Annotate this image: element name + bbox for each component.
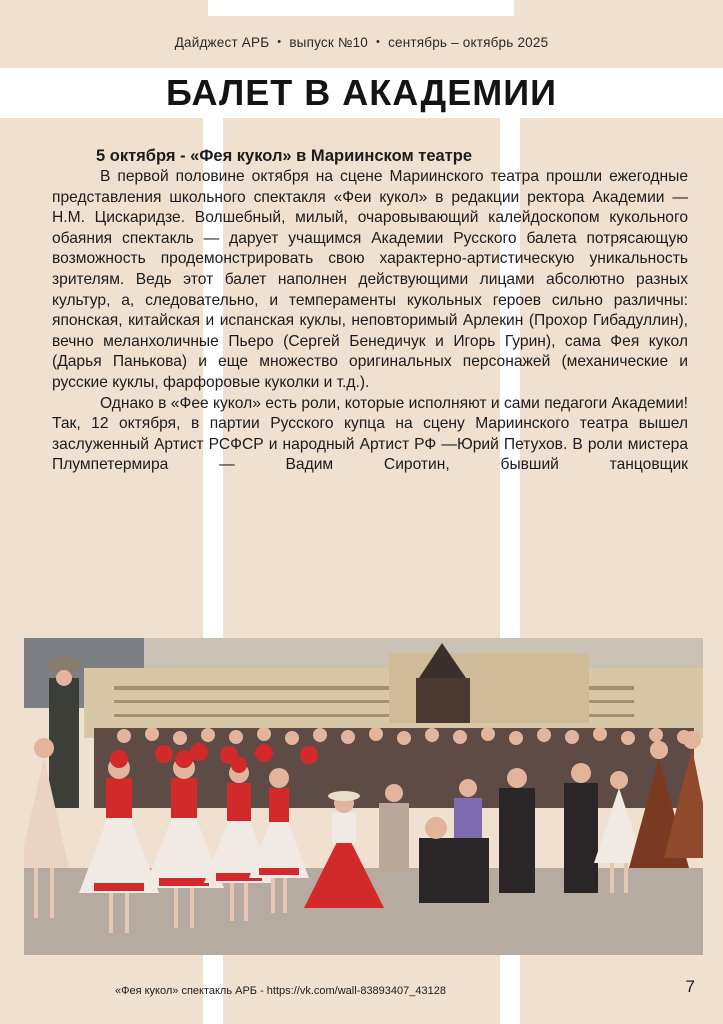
article-paragraph-1: В первой половине октября на сцене Мариинского театра прошли ежегодные представления школьного спектакля «Феи кукол» в редакции ректора Академии — Н.М. Цискаридзе. Волшебный, милый, очаровывающий калейдоскопом кукольного обаяния спектакль — дарует учащимся Академии Русского балета потрясающую возможность продемонстрировать свою характерно-артистическую уникальность зрителям. Ведь этот балет наполнен действующими лицами абсолютно разных культур, а, следовательно, и темпераменты кукольных героев сильно различны: японская, китайская и испанская куклы, неповторимый Арлекин (Прохор Гибадуллин), вечно меланхоличные Пьеро (Сергей Бенедичук и Игорь Гурин), сама Фея кукол (Дарья Панькова) и еще множество оригинальных персонажей (механические и русские куклы, фарфоровые куколки и т.д.). <box>52 168 688 391</box>
page-title: БАЛЕТ В АКАДЕМИИ <box>166 72 557 113</box>
group-photo-illustration <box>24 638 703 955</box>
header-period: сентябрь – октябрь 2025 <box>388 34 549 50</box>
article-paragraph-2: Однако в «Фее кукол» есть роли, которые исполняют и сами педагоги Академии! Так, 12 октября, в партии Русского купца на сцену Мариинского театра вышел заслуженный Артист РСФСР и народный Артист РФ —Юрий Петухов. В роли мистера Плумпетермира — Вадим Сиротин, бывший танцовщик <box>52 394 688 474</box>
decorative-band-bottom-right <box>500 955 520 1024</box>
group-photo <box>24 638 703 955</box>
header-separator: • <box>277 36 282 48</box>
header-separator: • <box>376 36 381 48</box>
title-bar <box>0 68 723 118</box>
photo-caption: «Фея кукол» спектакль АРБ - https://vk.com/wall-83893407_43128 <box>115 985 446 997</box>
digest-header <box>0 16 723 68</box>
stage-booth <box>416 678 470 723</box>
page-number: 7 <box>685 977 695 996</box>
decorative-band-top <box>208 0 514 16</box>
article <box>52 146 688 476</box>
article-heading: 5 октября - «Фея кукол» в Мариинском театре <box>96 147 473 165</box>
header-digest-name: Дайджест АРБ <box>174 34 270 50</box>
figure-harlequin <box>48 657 80 808</box>
header-issue: выпуск №10 <box>289 34 369 50</box>
figure-doll-fairy <box>304 791 384 908</box>
